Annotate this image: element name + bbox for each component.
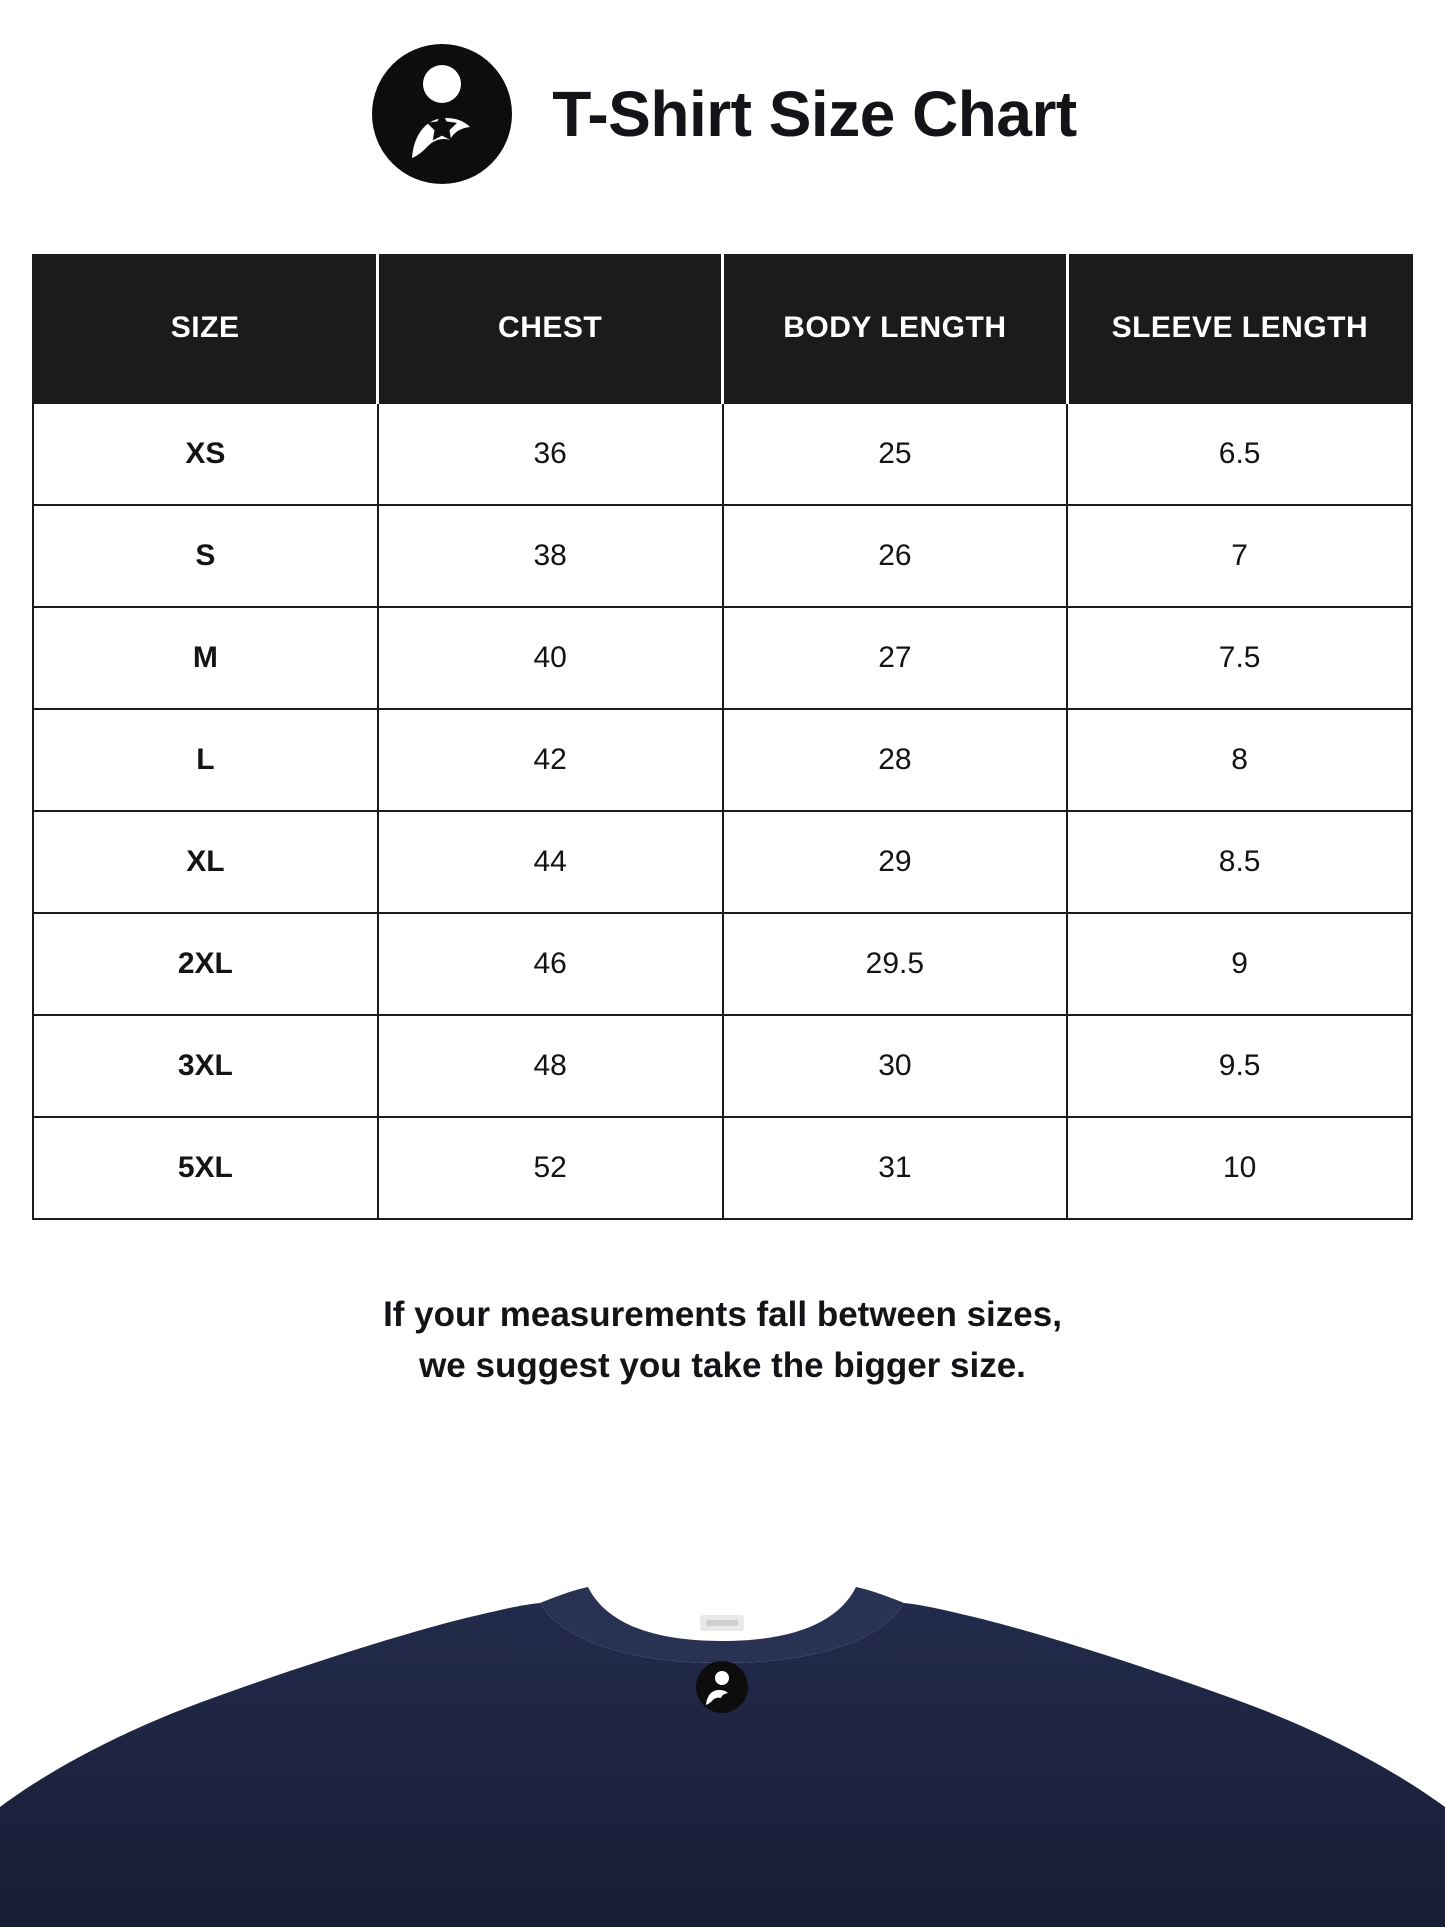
size-table bbox=[32, 254, 1413, 1220]
sizing-note-line-1: If your measurements fall between sizes, bbox=[383, 1295, 1062, 1334]
cell-sleeve-length: 8 bbox=[1067, 709, 1412, 811]
sizing-note-line-2: we suggest you take the bigger size. bbox=[419, 1345, 1026, 1385]
cell-size: XS bbox=[33, 403, 378, 505]
cell-body-length: 28 bbox=[723, 709, 1068, 811]
table-row bbox=[33, 709, 1412, 811]
cell-body-length: 31 bbox=[723, 1117, 1068, 1219]
table-row bbox=[33, 607, 1412, 709]
cell-body-length: 27 bbox=[723, 607, 1068, 709]
cell-chest: 44 bbox=[378, 811, 723, 913]
person-in-circle-logo-icon bbox=[368, 40, 516, 188]
table-row bbox=[33, 811, 1412, 913]
cell-body-length: 29.5 bbox=[723, 913, 1068, 1015]
cell-sleeve-length: 7.5 bbox=[1067, 607, 1412, 709]
cell-chest: 46 bbox=[378, 913, 723, 1015]
cell-size: 3XL bbox=[33, 1015, 378, 1117]
column-header-sleeve-length: SLEEVE LENGTH bbox=[1067, 254, 1412, 403]
cell-body-length: 30 bbox=[723, 1015, 1068, 1117]
cell-sleeve-length: 9.5 bbox=[1067, 1015, 1412, 1117]
cell-chest: 52 bbox=[378, 1117, 723, 1219]
cell-sleeve-length: 9 bbox=[1067, 913, 1412, 1015]
table-row bbox=[33, 913, 1412, 1015]
cell-size: 5XL bbox=[33, 1117, 378, 1219]
cell-chest: 36 bbox=[378, 403, 723, 505]
cell-chest: 42 bbox=[378, 709, 723, 811]
cell-body-length: 29 bbox=[723, 811, 1068, 913]
sizing-note bbox=[0, 1290, 1445, 1392]
table-body bbox=[33, 403, 1412, 1219]
table-header-row bbox=[33, 254, 1412, 403]
size-table-wrapper bbox=[32, 254, 1413, 1220]
cell-size: 2XL bbox=[33, 913, 378, 1015]
cell-chest: 40 bbox=[378, 607, 723, 709]
cell-body-length: 25 bbox=[723, 403, 1068, 505]
table-row bbox=[33, 505, 1412, 607]
page-title: T-Shirt Size Chart bbox=[552, 77, 1077, 150]
table-row bbox=[33, 1117, 1412, 1219]
cell-chest: 48 bbox=[378, 1015, 723, 1117]
cell-sleeve-length: 6.5 bbox=[1067, 403, 1412, 505]
cell-sleeve-length: 10 bbox=[1067, 1117, 1412, 1219]
cell-size: XL bbox=[33, 811, 378, 913]
page-header bbox=[0, 0, 1445, 198]
column-header-size: SIZE bbox=[33, 254, 378, 403]
table-row bbox=[33, 403, 1412, 505]
cell-size: M bbox=[33, 607, 378, 709]
tshirt-illustration bbox=[0, 1477, 1445, 1927]
column-header-chest: CHEST bbox=[378, 254, 723, 403]
cell-chest: 38 bbox=[378, 505, 723, 607]
cell-size: S bbox=[33, 505, 378, 607]
cell-sleeve-length: 7 bbox=[1067, 505, 1412, 607]
cell-sleeve-length: 8.5 bbox=[1067, 811, 1412, 913]
cell-body-length: 26 bbox=[723, 505, 1068, 607]
column-header-body-length: BODY LENGTH bbox=[723, 254, 1068, 403]
table-row bbox=[33, 1015, 1412, 1117]
table-header bbox=[33, 254, 1412, 403]
cell-size: L bbox=[33, 709, 378, 811]
